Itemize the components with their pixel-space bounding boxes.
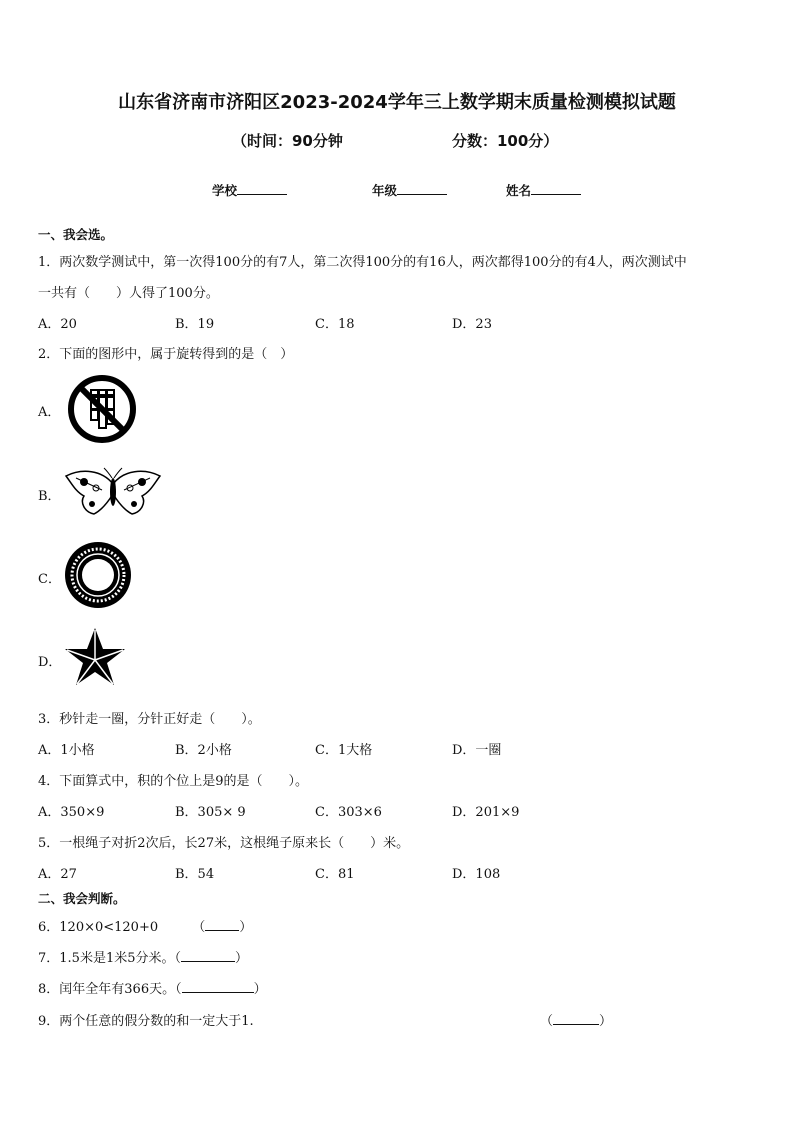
butterfly-icon xyxy=(62,462,164,522)
section-heading-1: 一、我会选。 xyxy=(38,227,114,242)
q1-option-d[interactable]: D．23 xyxy=(452,317,492,332)
q1-option-c[interactable]: C．18 xyxy=(315,317,355,332)
q9-answer-blank[interactable] xyxy=(553,1012,599,1025)
q5-option-c[interactable]: C．81 xyxy=(315,867,355,882)
ring-icon xyxy=(62,540,134,610)
q2-option-a-label[interactable]: A． xyxy=(38,405,61,420)
grade-blank[interactable] xyxy=(397,182,447,195)
q6-answer-blank[interactable] xyxy=(205,918,239,931)
q7-answer-blank[interactable] xyxy=(181,949,235,962)
q9-paren-open: （ xyxy=(540,1014,554,1029)
q9-answer xyxy=(540,1010,612,1029)
no-sign-icon xyxy=(62,372,142,446)
question-6-text: 6．120×0<120+0 xyxy=(38,920,159,935)
q4-option-b[interactable]: B．305× 9 xyxy=(175,805,246,820)
q3-option-a[interactable]: A．1小格 xyxy=(38,743,95,758)
q2-option-d-label[interactable]: D． xyxy=(38,655,62,670)
grade-field xyxy=(372,181,447,199)
q1-option-b[interactable]: B．19 xyxy=(175,317,215,332)
q8-paren-open: （ xyxy=(175,982,182,997)
q7-paren-close: ） xyxy=(235,951,249,966)
q4-option-d[interactable]: D．201×9 xyxy=(452,805,520,820)
q2-option-b-label[interactable]: B． xyxy=(38,489,61,504)
name-label: 姓名 xyxy=(506,183,532,198)
q5-option-d[interactable]: D．108 xyxy=(452,867,501,882)
star-icon xyxy=(62,624,128,690)
question-9-text: 9．两个任意的假分数的和一定大于1. xyxy=(38,1014,254,1029)
question-8-text: 8．闰年全年有366天。 xyxy=(38,982,176,997)
section-heading-2: 二、我会判断。 xyxy=(38,891,126,906)
q7-paren-open: （ xyxy=(174,951,182,966)
exam-score: 分数：100分） xyxy=(452,132,559,150)
school-field xyxy=(212,181,287,199)
q4-option-c[interactable]: C．303×6 xyxy=(315,805,382,820)
q9-paren-close: ） xyxy=(599,1014,613,1029)
grade-label: 年级 xyxy=(372,183,398,198)
q1-option-a[interactable]: A．20 xyxy=(38,317,77,332)
school-label: 学校 xyxy=(212,183,238,198)
q2-option-c-label[interactable]: C． xyxy=(38,572,61,587)
exam-time: （时间：90分钟 xyxy=(232,132,343,150)
question-8 xyxy=(38,978,267,997)
q3-option-b[interactable]: B．2小格 xyxy=(175,743,232,758)
page-title: 山东省济南市济阳区2023-2024学年三上数学期末质量检测模拟试题 xyxy=(118,92,676,113)
q6-paren-close: ） xyxy=(239,920,253,935)
name-blank[interactable] xyxy=(531,182,581,195)
q6-paren-open: （ xyxy=(192,920,206,935)
name-field xyxy=(506,181,581,199)
question-4: 4．下面算式中，积的个位上是9的是（ ）。 xyxy=(38,774,309,789)
question-3: 3．秒针走一圈，分针正好走（ ）。 xyxy=(38,712,261,727)
question-1-line-2: 一共有（ ）人得了100分。 xyxy=(38,286,219,301)
question-7-text: 7．1.5米是1米5分米。 xyxy=(38,951,175,966)
question-2: 2．下面的图形中，属于旋转得到的是（ ） xyxy=(38,347,294,362)
q4-option-a[interactable]: A．350×9 xyxy=(38,805,105,820)
q8-answer-blank[interactable] xyxy=(182,980,254,993)
q3-option-d[interactable]: D．一圈 xyxy=(452,743,502,758)
q5-option-b[interactable]: B．54 xyxy=(175,867,215,882)
school-blank[interactable] xyxy=(237,182,287,195)
question-1-line-1: 1．两次数学测试中，第一次得100分的有7人，第二次得100分的有16人，两次都得100分的有4人，两次测试中 xyxy=(38,255,687,270)
question-5: 5．一根绳子对折2次后，长27米，这根绳子原来长（ ）米。 xyxy=(38,836,410,851)
question-7 xyxy=(38,947,248,966)
question-6 xyxy=(38,916,252,935)
q8-paren-close: ） xyxy=(253,982,267,997)
q3-option-c[interactable]: C．1大格 xyxy=(315,743,373,758)
q5-option-a[interactable]: A．27 xyxy=(38,867,77,882)
